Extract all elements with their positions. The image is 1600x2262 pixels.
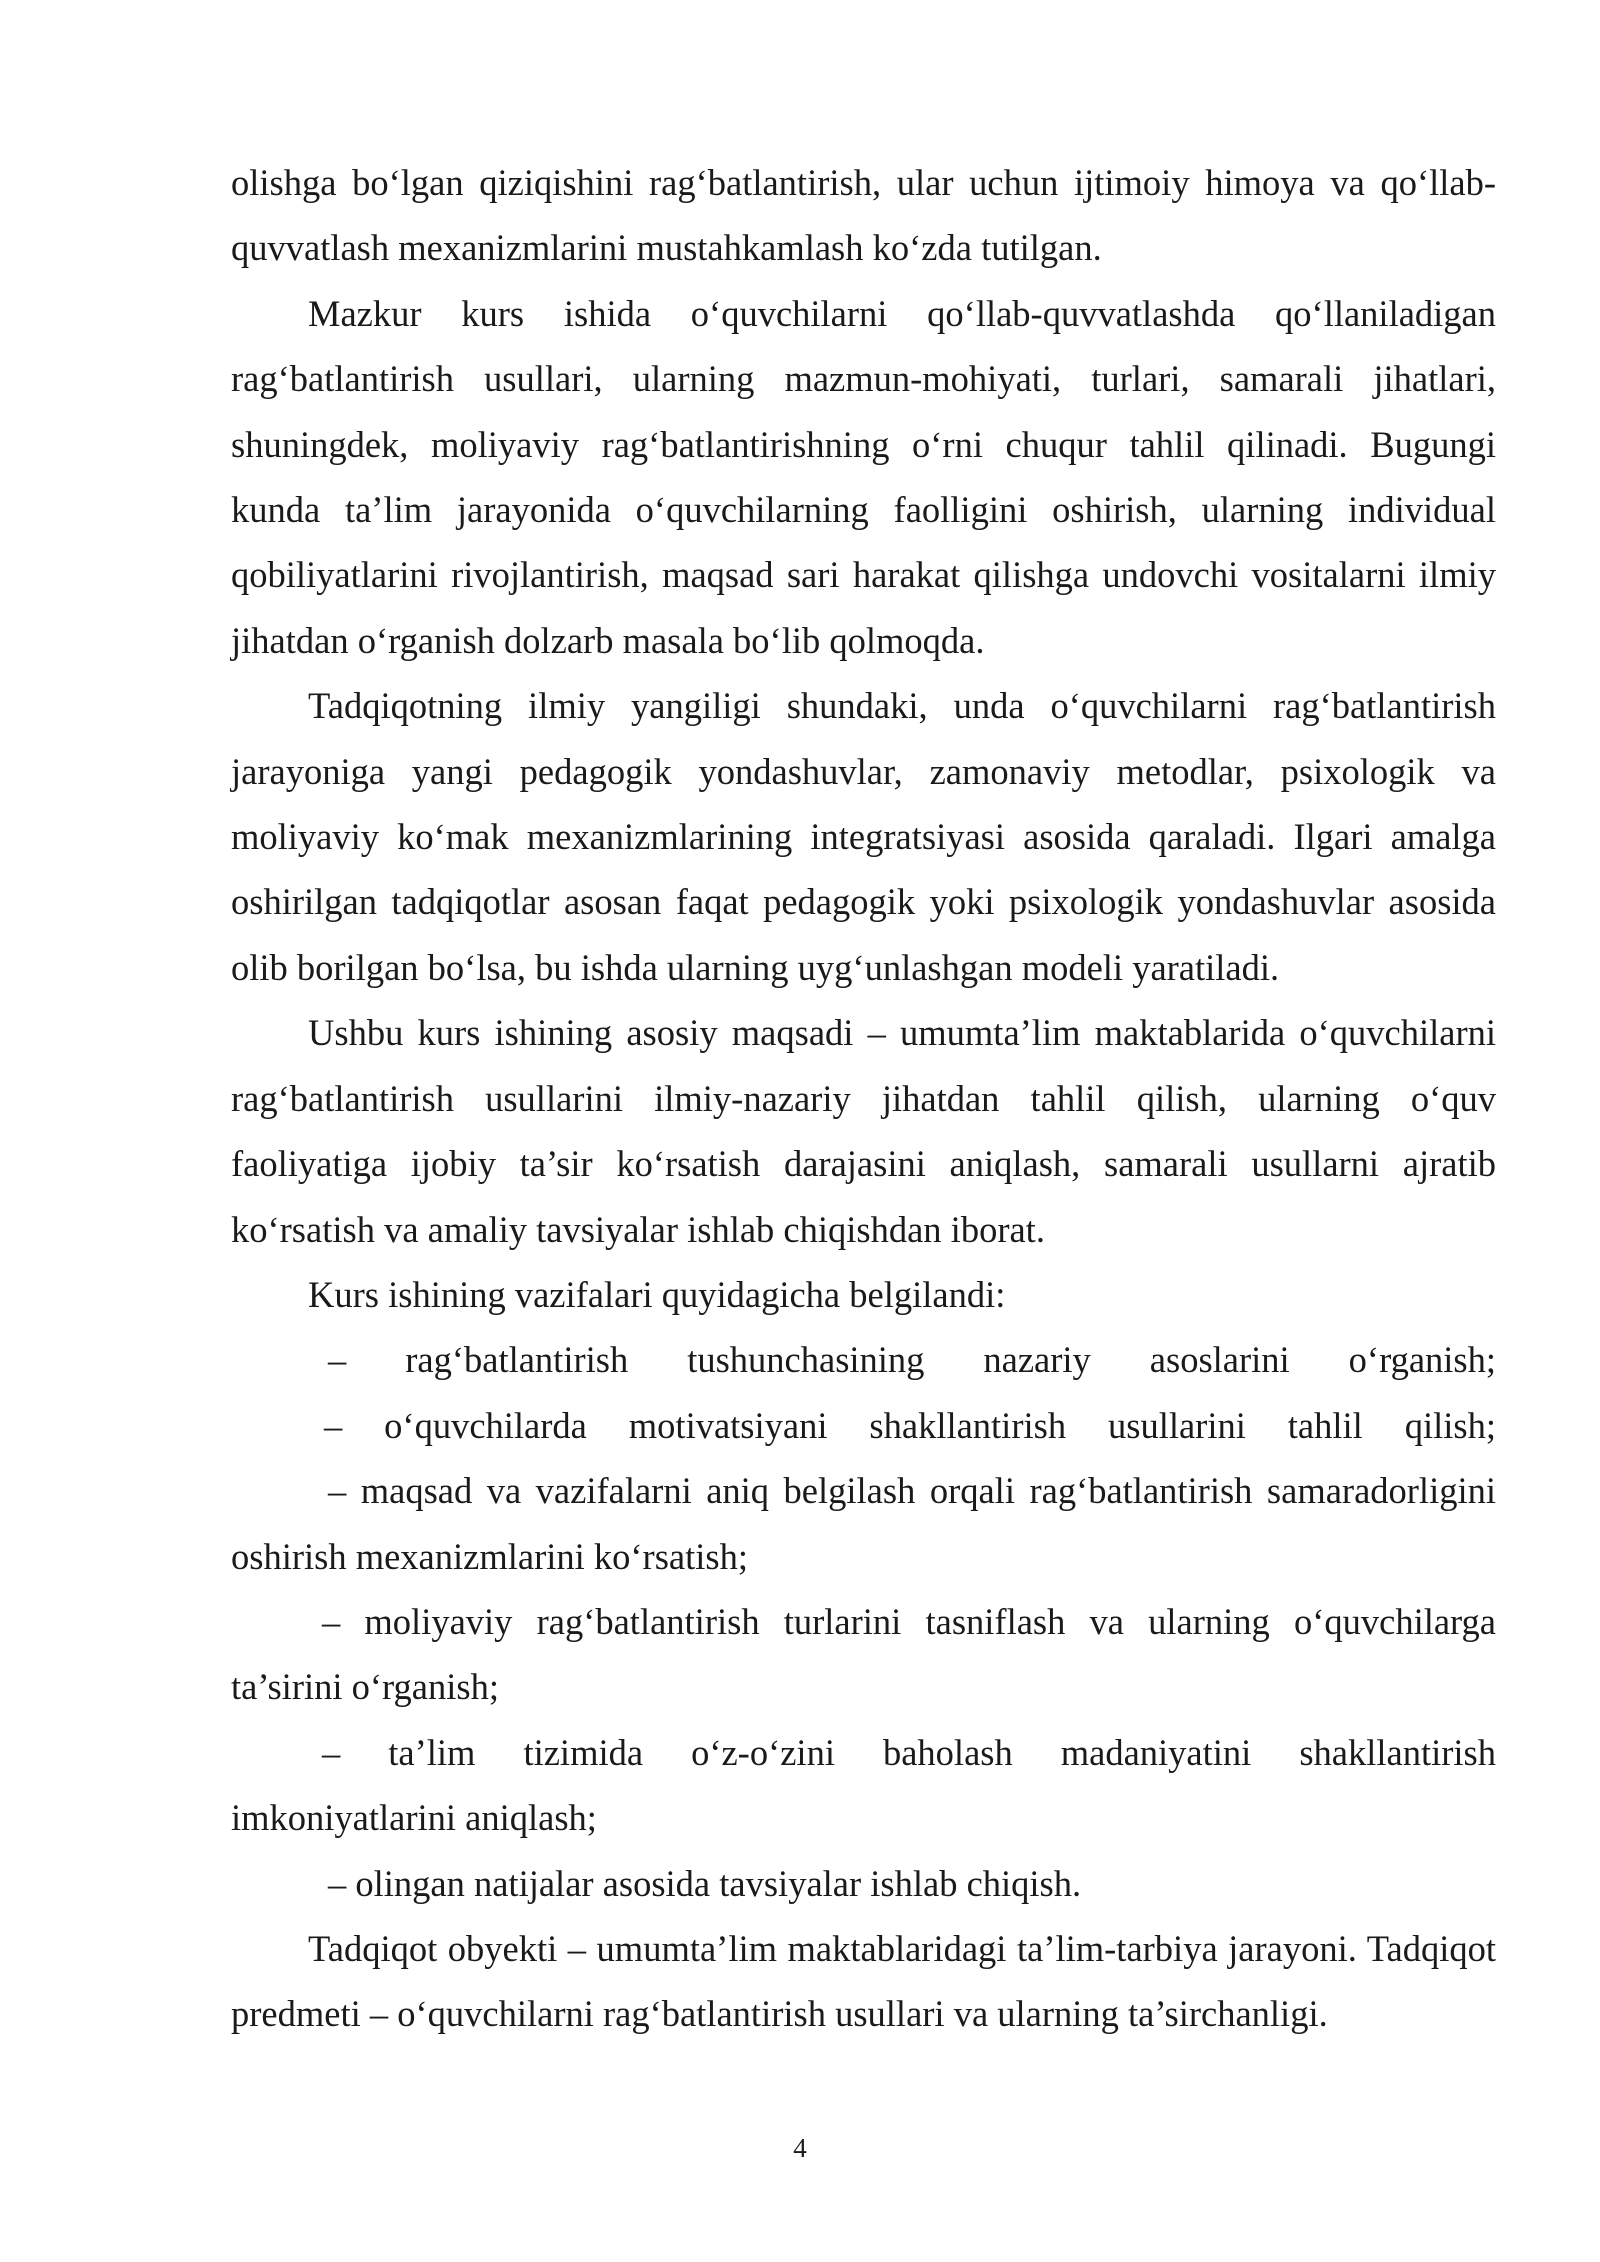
- task-item-5: – ta’lim tizimida o‘z-o‘zini baholash madaniyatini shakllantirish imkoniyatlarini aniqlash;: [231, 1731, 1496, 1839]
- task-item-2: – o‘quvchilarda motivatsiyani shakllantirish usullarini tahlil qilish;: [324, 1404, 1496, 1446]
- document-page: [231, 150, 1496, 2047]
- task-item-4: – moliyaviy rag‘batlantirish turlarini tasniflash va ularning o‘quvchilarga ta’sirini o‘rganish;: [231, 1600, 1496, 1708]
- task-item-3: – maqsad va vazifalarni aniq belgilash orqali rag‘batlantirish samaradorligini oshirish mexanizmlarini ko‘rsatish;: [231, 1470, 1496, 1577]
- paragraph-scientific-novelty: Tadqiqotning ilmiy yangiligi shundaki, unda o‘quvchilarni rag‘batlantirish jarayoniga yangi pedagogik yondashuvlar, zamonaviy metodlar, psixologik va moliyaviy ko‘mak mexanizmlarining integratsiyasi asosida qaraladi. Ilgari amalga oshirilgan tadqiqotlar asosan faqat pedagogik yoki psixologik yondashuvlar asosida olib borilgan bo‘lsa, bu ishda ularning uyg‘unlashgan modeli yaratiladi.: [231, 685, 1496, 988]
- paragraph-continuation: olishga bo‘lgan qiziqishini rag‘batlantirish, ular uchun ijtimoiy himoya va qo‘llab-quvvatlash mexanizmlarini mustahkamlash ko‘zda tutilgan.: [231, 162, 1496, 269]
- paragraph-object-subject: Tadqiqot obyekti – umumta’lim maktablaridagi ta’lim-tarbiya jarayoni. Tadqiqot predmeti – o‘quvchilarni rag‘batlantirish usullari va ularning ta’sirchanligi.: [231, 1927, 1496, 2035]
- task-item-6: – olingan natijalar asosida tavsiyalar ishlab chiqish.: [328, 1862, 1082, 1904]
- paragraph-main-goal: Ushbu kurs ishining asosiy maqsadi – umumta’lim maktablarida o‘quvchilarni rag‘batlantirish usullarini ilmiy-nazariy jihatdan tahlil qilish, ularning o‘quv faoliyatiga ijobiy ta’sir ko‘rsatish darajasini aniqlash, samarali usullarni ajratib ko‘rsatish va amaliy tavsiyalar ishlab chiqishdan iborat.: [231, 1012, 1496, 1250]
- page-number: 4: [793, 2133, 807, 2163]
- task-item-1: – rag‘batlantirish tushunchasining nazariy asoslarini o‘rganish;: [328, 1339, 1496, 1381]
- paragraph-tasks-intro: Kurs ishining vazifalari quyidagicha belgilandi:: [308, 1273, 1006, 1315]
- paragraph-course-overview: Mazkur kurs ishida o‘quvchilarni qo‘llab-quvvatlashda qo‘llaniladigan rag‘batlantirish usullari, ularning mazmun-mohiyati, turlari, samarali jihatlari, shuningdek, moliyaviy rag‘batlantirishning o‘rni chuqur tahlil qilinadi. Bugungi kunda ta’lim jarayonida o‘quvchilarning faolligini oshirish, ularning individual qobiliyatlarini rivojlantirish, maqsad sari harakat qilishga undovchi vositalarni ilmiy jihatdan o‘rganish dolzarb masala bo‘lib qolmoqda.: [231, 292, 1496, 661]
